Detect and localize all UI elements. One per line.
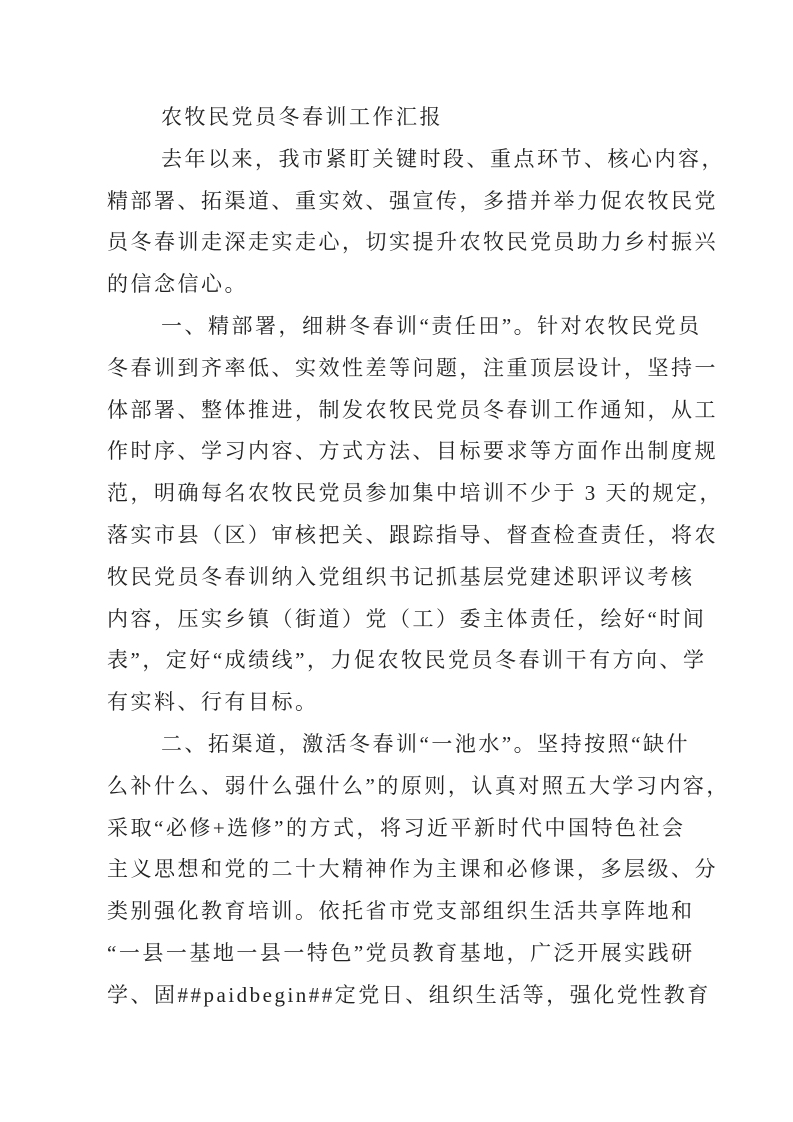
text-line: 冬春训到齐率低、实效性差等问题，注重顶层设计，坚持一: [107, 355, 718, 380]
text-line: 表”，定好“成绩线”，力促农牧民党员冬春训干有方向、学: [107, 648, 707, 673]
text-line: 作时序、学习内容、方式方法、目标要求等方面作出制度规: [107, 439, 718, 464]
text-line: 学、固##paidbegin##定党日、组织生活等，强化党性教育: [107, 982, 711, 1007]
text-line: 类别强化教育培训。依托省市党支部组织生活共享阵地和: [107, 899, 695, 924]
text-line: 精部署、拓渠道、重实效、强宣传，多措并举力促农牧民党: [107, 188, 718, 213]
text-line: 采取“必修+选修”的方式，将习近平新时代中国特色社会: [107, 815, 686, 840]
text-line: 一、精部署，细耕冬春训“责任田”。针对农牧民党员: [161, 313, 702, 338]
text-line: 有实料、行有目标。: [107, 690, 319, 715]
text-line: 落实市县（区）审核把关、跟踪指导、督查检查责任，将农: [107, 522, 718, 547]
paragraphs-container: [107, 139, 730, 1017]
text-line: 主义思想和党的二十大精神作为主课和必修课，多层级、分: [107, 857, 718, 882]
text-line: 内容，压实乡镇（街道）党（工）委主体责任，绘好“时间: [107, 606, 707, 631]
text-line: 去年以来，我市紧盯关键时段、重点环节、核心内容，: [161, 146, 725, 171]
text-line: “一县一基地一县一特色”党员教育基地，广泛开展实践研: [107, 940, 695, 965]
document-title: 农牧民党员冬春训工作汇报: [161, 105, 443, 129]
text-line: 的信念信心。: [107, 272, 248, 297]
text-line: 范，明确每名农牧民党员参加集中培训不少于 3 天的规定，: [107, 481, 723, 506]
document-body: [107, 97, 730, 1017]
text-line: 牧民党员冬春训纳入党组织书记抓基层党建述职评议考核: [107, 564, 695, 589]
text-line: 二、拓渠道，激活冬春训“一池水”。坚持按照“缺什: [161, 731, 690, 756]
text-line: 么补什么、弱什么强什么”的原则，认真对照五大学习内容，: [107, 773, 730, 798]
text-line: 员冬春训走深走实走心，切实提升农牧民党员助力乡村振兴: [107, 230, 718, 255]
text-line: 体部署、整体推进，制发农牧民党员冬春训工作通知，从工: [107, 397, 718, 422]
